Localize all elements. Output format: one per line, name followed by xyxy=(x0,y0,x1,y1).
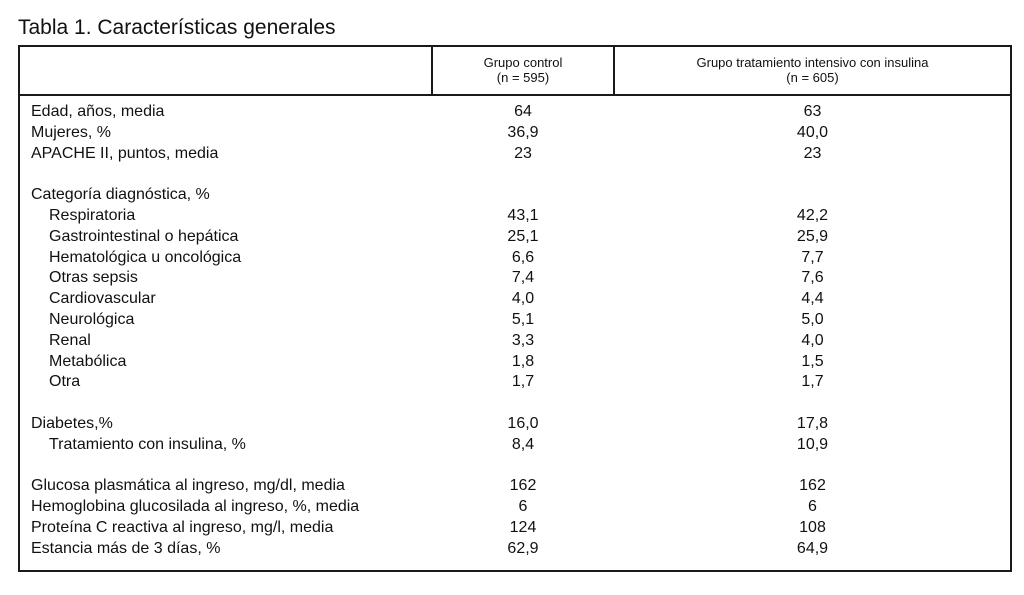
row-label: Glucosa plasmática al ingreso, mg/dl, media xyxy=(31,477,345,495)
intensive-value: 162 xyxy=(799,477,826,495)
row-label: Cardiovascular xyxy=(49,290,156,308)
intensive-value: 25,9 xyxy=(796,227,829,245)
table-frame xyxy=(18,45,1012,572)
table-row xyxy=(20,435,1010,456)
control-value: 8,4 xyxy=(511,435,535,453)
intensive-value: 64,9 xyxy=(796,539,829,557)
intensive-value: 7,6 xyxy=(801,269,824,287)
header-control-group xyxy=(433,55,613,85)
header-control-n: (n = 595) xyxy=(496,70,550,85)
row-label: Respiratoria xyxy=(49,206,136,224)
row-label: Mujeres, % xyxy=(31,123,112,141)
row-label: Hematológica u oncológica xyxy=(49,248,242,266)
table-row xyxy=(20,248,1010,269)
table-row xyxy=(20,227,1010,248)
intensive-value: 42,2 xyxy=(796,206,829,224)
control-value: 36,9 xyxy=(507,123,539,141)
control-value: 64 xyxy=(514,103,532,120)
control-value: 1,7 xyxy=(511,373,535,391)
table-row xyxy=(20,289,1010,310)
row-label: APACHE II, puntos, media xyxy=(31,144,219,162)
table-row xyxy=(20,102,1010,123)
row-spacer xyxy=(20,164,1010,185)
section-header-row xyxy=(20,185,1010,206)
row-label: Estancia más de 3 días, % xyxy=(31,539,221,557)
row-label: Otras sepsis xyxy=(49,269,138,287)
row-label: Renal xyxy=(49,331,91,349)
control-value: 5,1 xyxy=(511,310,535,328)
control-value: 16,0 xyxy=(507,414,539,432)
table-row xyxy=(20,539,1010,560)
row-label: Otra xyxy=(49,373,81,391)
row-label: Diabetes,% xyxy=(31,414,113,432)
table-row xyxy=(20,206,1010,227)
header-control-name: Grupo control xyxy=(483,55,563,70)
intensive-value: 23 xyxy=(803,144,822,162)
intensive-value: 10,9 xyxy=(796,435,829,453)
row-label: Tratamiento con insulina, % xyxy=(49,435,246,453)
intensive-value: 4,4 xyxy=(801,290,824,308)
row-label: Hemoglobina glucosilada al ingreso, %, media xyxy=(31,498,360,516)
control-value: 1,8 xyxy=(511,352,535,370)
intensive-value: 40,0 xyxy=(796,123,829,141)
intensive-value: 7,7 xyxy=(801,248,824,266)
section-label: Categoría diagnóstica, % xyxy=(31,186,210,204)
intensive-value: 4,0 xyxy=(801,331,824,349)
control-value: 162 xyxy=(509,477,537,495)
row-spacer xyxy=(20,456,1010,477)
table-row xyxy=(20,414,1010,435)
row-label: Neurológica xyxy=(49,310,135,328)
table-row xyxy=(20,310,1010,331)
table-row xyxy=(20,123,1010,144)
control-value: 43,1 xyxy=(507,206,539,224)
control-value: 124 xyxy=(509,518,537,536)
table-title: Tabla 1. Características generales xyxy=(18,16,336,39)
control-value: 6 xyxy=(518,498,528,516)
intensive-value: 1,5 xyxy=(801,352,824,370)
row-spacer xyxy=(20,393,1010,414)
table-row xyxy=(20,372,1010,393)
control-value: 62,9 xyxy=(507,539,539,557)
table-row xyxy=(20,331,1010,352)
table-row xyxy=(20,352,1010,373)
table-header xyxy=(20,47,1010,96)
table-row xyxy=(20,476,1010,497)
header-intensive-n: (n = 605) xyxy=(786,70,839,85)
intensive-value: 1,7 xyxy=(801,373,824,391)
control-value: 25,1 xyxy=(507,227,539,245)
row-label: Proteína C reactiva al ingreso, mg/l, media xyxy=(31,518,334,536)
control-value: 23 xyxy=(514,144,532,162)
header-intensive-name: Grupo tratamiento intensivo con insulina xyxy=(696,55,929,70)
control-value: 6,6 xyxy=(511,248,535,266)
intensive-value: 5,0 xyxy=(801,310,824,328)
control-value: 4,0 xyxy=(511,290,535,308)
control-value: 3,3 xyxy=(511,331,535,349)
table-row xyxy=(20,268,1010,289)
row-label: Metabólica xyxy=(49,352,127,370)
row-label: Edad, años, media xyxy=(31,103,165,120)
intensive-value: 108 xyxy=(799,518,826,536)
intensive-value: 17,8 xyxy=(796,414,829,432)
intensive-value: 63 xyxy=(803,103,822,120)
control-value: 7,4 xyxy=(511,269,535,287)
header-intensive-group xyxy=(615,55,1010,85)
table-row xyxy=(20,518,1010,539)
row-label: Gastrointestinal o hepática xyxy=(49,227,239,245)
table-row xyxy=(20,144,1010,165)
table-body xyxy=(20,102,1010,560)
table-row xyxy=(20,497,1010,518)
intensive-value: 6 xyxy=(808,498,817,516)
